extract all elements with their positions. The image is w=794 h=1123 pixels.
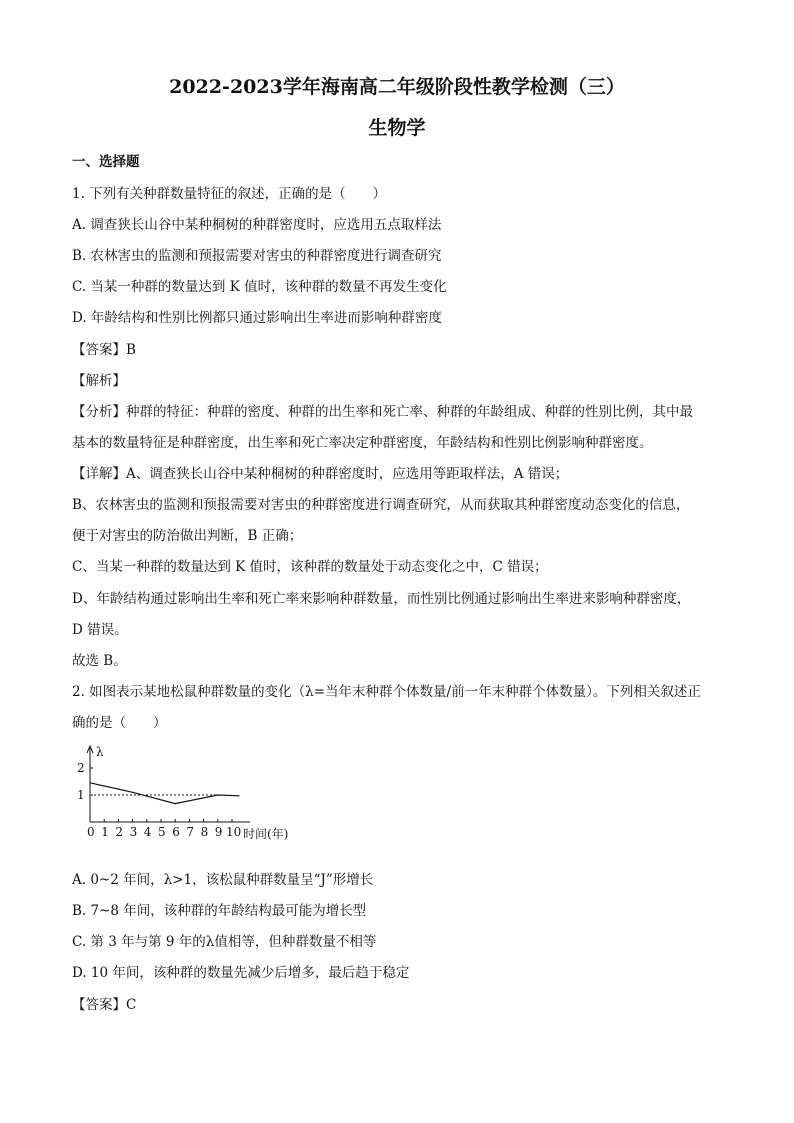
lambda-point [217,794,218,795]
q1-stem: 1. 下列有关种群数量特征的叙述，正确的是（ ） [72,186,387,202]
x-tick-label: 8 [200,825,209,839]
q1-answer: 【答案】B [72,342,136,358]
q1-option-c: C. 当某一种群的数量达到 K 值时，该种群的数量不再发生变化 [72,279,447,295]
q2-answer: 【答案】C [72,997,137,1013]
q1-analysis-line: B、农林害虫的监测和预报需要对害虫的种群密度进行调查研究，从而获取其种群密度动态变化的信息， [72,497,690,513]
q1-analysis-line: 便于对害虫的防治做出判断，B 正确； [72,528,303,544]
x-tick-label: 10 [226,825,242,839]
q1-analysis-line: D、年龄结构通过影响出生率和死亡率来影响种群数量，而性别比例通过影响出生率进来影响种群密度， [72,591,691,607]
lambda-point [239,795,240,796]
x-tick-label: 7 [186,825,195,839]
q2-option-c: C. 第 3 年与第 9 年的λ值相等，但种群数量不相等 [72,934,377,950]
lambda-chart [72,742,302,842]
q1-analysis-line: 【分析】种群的特征：种群的密度、种群的出生率和死亡率、种群的年龄组成、种群的性别比例，其中最 [72,404,693,420]
q1-option-b: B. 农林害虫的监测和预报需要对害虫的种群密度进行调查研究 [72,248,442,264]
q2-stem-line: 确的是（ ） [72,715,167,731]
y-tick-label: 1 [77,788,85,802]
q1-option-d: D. 年龄结构和性别比例都只通过影响出生率进而影响种群密度 [72,310,442,326]
y-axis-label: λ [96,745,104,759]
lambda-series-line [90,783,239,804]
lambda-point [132,792,133,793]
q1-analysis-line: C、当某一种群的数量达到 K 值时，该种群的数量处于动态变化之中，C 错误； [72,559,548,575]
q2-stem-line: 2. 如图表示某地松鼠种群数量的变化（λ=当年末种群个体数量/前一年末种群个体数量）。下列相关叙述正 [72,684,701,700]
q2-option-d: D. 10 年间，该种群的数量先减少后增多，最后趋于稳定 [72,965,410,981]
q1-analysis-line: 【详解】A、调查狭长山谷中某种桐树的种群密度时，应选用等距取样法，A 错误； [72,466,569,482]
x-tick-label: 9 [214,825,223,839]
x-tick-label: 2 [115,825,124,839]
x-tick-label: 1 [101,825,109,839]
q2-option-b: B. 7~8 年间，该种群的年龄结构最可能为增长型 [72,903,367,919]
x-tick-label: 5 [158,825,166,839]
x-tick-label: 3 [129,825,138,839]
q1-analysis-line: 基本的数量特征是种群密度，出生率和死亡率决定种群密度，年龄结构和性别比例影响种群密度。 [72,435,653,451]
q2-option-a: A. 0~2 年间，λ>1，该松鼠种群数量呈“J”形增长 [72,872,374,888]
lambda-point [175,803,176,804]
x-axis-label: 时间(年) [243,827,289,841]
x-tick-label: 4 [143,825,152,839]
y-tick-label: 2 [77,761,85,775]
page-title: 2022-2023学年海南高二年级阶段性教学检测（三） [169,76,625,98]
q1-analysis-line: D 错误。 [72,622,128,638]
lambda-point [89,782,90,783]
x-tick-label: 6 [172,825,180,839]
x-tick-label: 0 [87,825,95,839]
section-heading: 一、选择题 [72,154,140,170]
q1-option-a: A. 调查狭长山谷中某种桐树的种群密度时，应选用五点取样法 [72,217,442,233]
q1-analysis-label: 【解析】 [72,373,126,389]
q1-analysis-line: 故选 B。 [72,653,127,669]
page-subtitle: 生物学 [368,117,426,139]
